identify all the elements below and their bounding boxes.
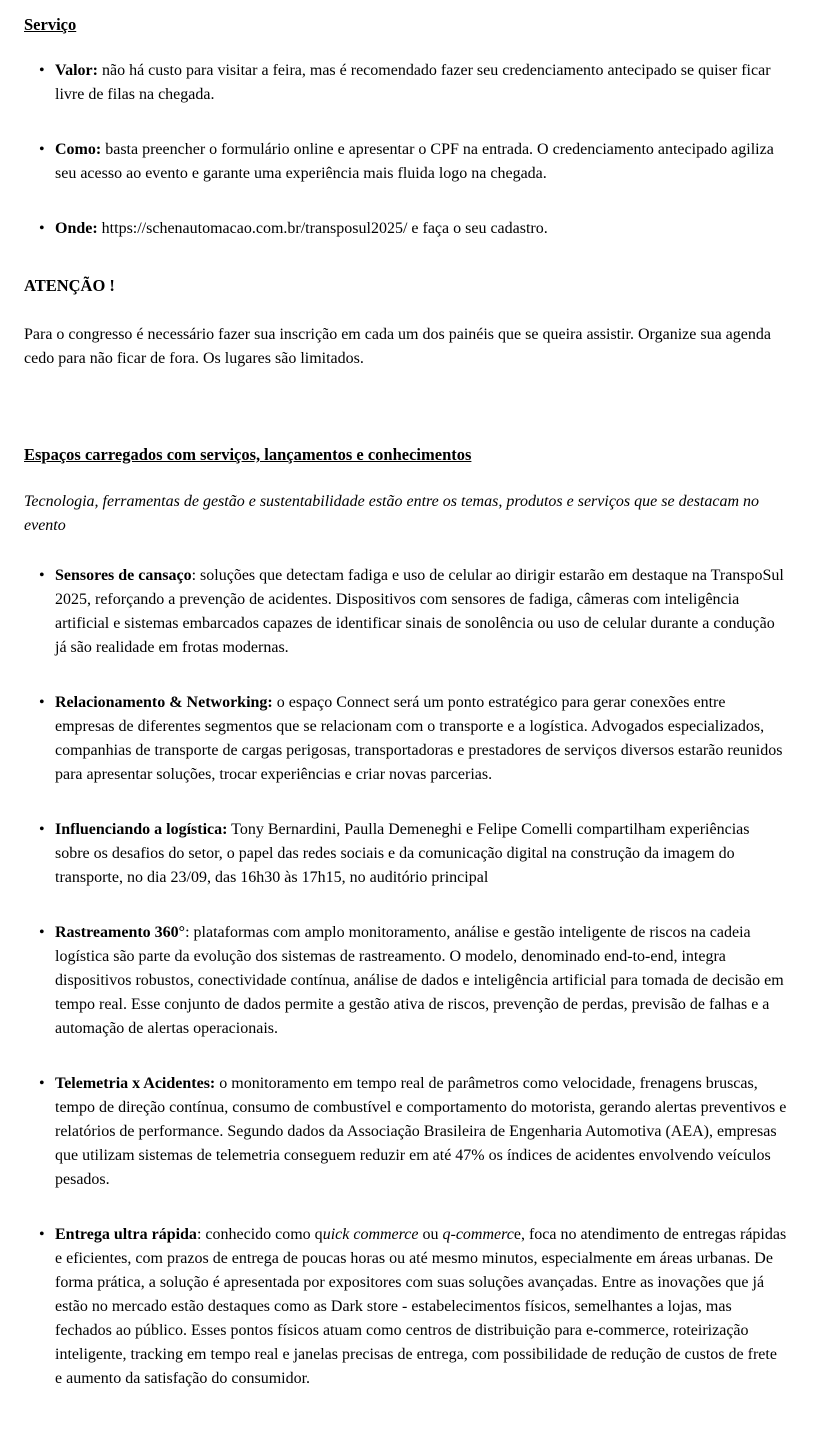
attention-paragraph: Para o congresso é necessário fazer sua inscrição em cada um dos painéis que se queira assistir. Organize sua agenda cedo para não ficar de fora. Os lugares são limitados. bbox=[24, 326, 771, 367]
section-heading-servico: Serviço bbox=[24, 15, 77, 34]
item-text: o espaço Connect será um ponto estratégico para gerar conexões entre empresas de diferentes segmentos que se relacionam com o transporte e a logística. Advogados especializados, companhias de transporte de cargas perigosas, transportadoras e prestadores de serviços diversos estarão reunidos para apresentar soluções, trocar experiências e criar novas parcerias. bbox=[55, 694, 783, 783]
item-text: : soluções que detectam fadiga e uso de celular ao dirigir estarão em destaque na TranspoSul 2025, reforçando a prevenção de acidentes. Dispositivos com sensores de fadiga, câmeras com inteligência artificial e sistemas embarcados capazes de identificar sinais de sonolência ou uso de celular durante a condução já são realidade em frotas modernas. bbox=[55, 567, 784, 656]
list-item-onde bbox=[55, 217, 787, 241]
list-item-influenciando bbox=[55, 818, 787, 890]
list-item-rastreamento bbox=[55, 921, 787, 1041]
item-text-segment: e, foca no atendimento de entregas rápidas e eficientes, com prazos de entrega de poucas horas ou até mesmo minutos, especialmente em áreas urbanas. De forma prática, a solução é apresentada por expositores com suas soluções avançadas. Entre as inovações que já estão no mercado estão destaques como as Dark store - estabelecimentos físicos, semelhantes a lojas, mas fechados ao público. Esses pontos físicos atuam como centros de distribuição para e-commerce, roteirização inteligente, tracking em tempo real e janelas precisas de entrega, com possibilidade de redução de custos de frete e aumento da satisfação do consumidor. bbox=[55, 1226, 787, 1387]
list-item-telemetria bbox=[55, 1072, 787, 1192]
spaces-subtitle: Tecnologia, ferramentas de gestão e sustentabilidade estão entre os temas, produtos e serviços que se destacam no evento bbox=[24, 493, 760, 534]
section-heading-espacos: Espaços carregados com serviços, lançamentos e conhecimentos bbox=[24, 445, 472, 464]
item-text: : plataformas com amplo monitoramento, análise e gestão inteligente de riscos na cadeia logística são parte da evolução dos sistemas de rastreamento. O modelo, denominado end-to-end, integra dispositivos robustos, conectividade contínua, análise de dados e inteligência artificial para tomada de decisão em tempo real. Esse conjunto de dados permite a gestão ativa de riscos, prevenção de perdas, previsão de falhas e a automação de alertas operacionais. bbox=[55, 924, 784, 1037]
list-item-como bbox=[55, 138, 787, 186]
item-text: o monitoramento em tempo real de parâmetros como velocidade, frenagens bruscas, tempo de direção contínua, consumo de combustível e comportamento do motorista, gerando alertas preventivos e relatórios de performance. Segundo dados da Associação Brasileira de Engenharia Automotiva (AEA), empresas que utilizam sistemas de telemetria conseguem reduzir em até 47% os índices de acidentes envolvendo veículos pesados. bbox=[55, 1075, 787, 1188]
item-lead: Entrega ultra rápida bbox=[55, 1226, 197, 1243]
list-item-networking bbox=[55, 691, 787, 787]
item-text: Tony Bernardini, Paulla Demeneghi e Felipe Comelli compartilham experiências sobre os desafios do setor, o papel das redes sociais e da comunicação digital na construção da imagem do transporte, no dia 23/09, das 16h30 às 17h15, no auditório principal bbox=[55, 821, 750, 886]
item-text-segment: : conhecido como q bbox=[196, 1226, 323, 1243]
item-text: e faça o seu cadastro. bbox=[407, 220, 548, 237]
item-lead: Telemetria x Acidentes: bbox=[55, 1075, 216, 1092]
list-item-sensores bbox=[55, 564, 787, 660]
service-list bbox=[24, 59, 787, 241]
item-text-segment-italic: q-commerc bbox=[442, 1226, 514, 1243]
item-lead: Influenciando a logística: bbox=[55, 821, 228, 838]
list-item-valor bbox=[55, 59, 787, 107]
spaces-list bbox=[24, 564, 787, 1391]
item-lead: Onde: bbox=[55, 220, 98, 237]
item-lead: Relacionamento & Networking: bbox=[55, 694, 273, 711]
registration-url: https://schenautomacao.com.br/transposul2025/ bbox=[101, 220, 408, 237]
article-body bbox=[24, 13, 787, 1391]
item-lead: Valor: bbox=[55, 62, 98, 79]
item-lead: Rastreamento 360° bbox=[55, 924, 186, 941]
item-text-segment-italic: uick commerce bbox=[322, 1226, 419, 1243]
item-text: não há custo para visitar a feira, mas é recomendado fazer seu credenciamento antecipado se quiser ficar livre de filas na chegada. bbox=[55, 62, 771, 103]
section-heading-atencao: ATENÇÃO ! bbox=[24, 276, 115, 295]
list-item-entrega bbox=[55, 1223, 787, 1391]
item-lead: Sensores de cansaço bbox=[55, 567, 192, 584]
item-lead: Como: bbox=[55, 141, 102, 158]
item-text-segment: ou bbox=[418, 1226, 443, 1243]
item-text: basta preencher o formulário online e apresentar o CPF na entrada. O credenciamento antecipado agiliza seu acesso ao evento e garante uma experiência mais fluida logo na chegada. bbox=[55, 141, 774, 182]
